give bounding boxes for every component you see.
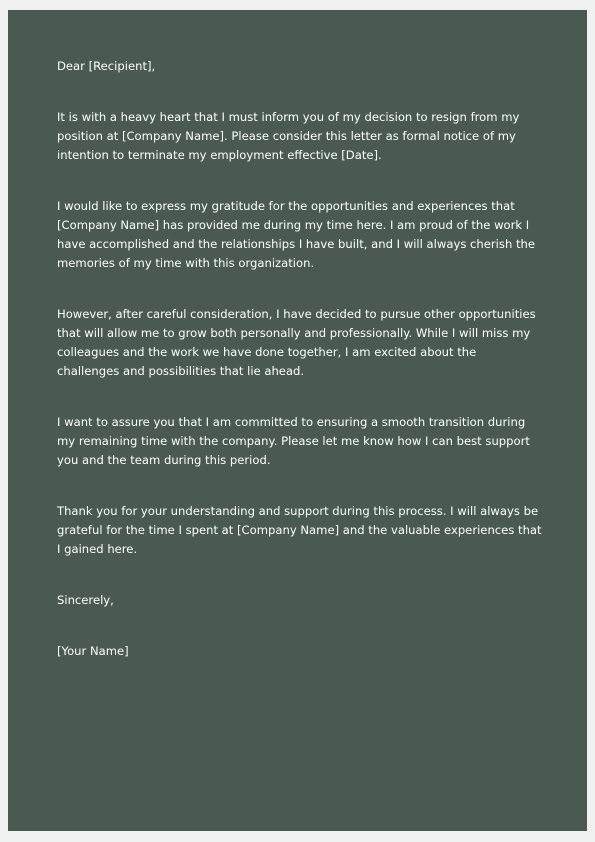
paragraph-transition: I want to assure you that I am committed to ensuring a smooth transition during my remaining time with the company. Please let me know how I can best support you and the team during this period. [57, 415, 530, 467]
paragraph-reason: However, after careful consideration, I have decided to pursue other opportunities that will allow me to grow both personally and professionally. While I will miss my colleagues and the work we have done together, I am excited about the challenges and possibilities that lie ahead. [57, 307, 536, 378]
signature: [Your Name] [57, 644, 129, 658]
paragraph-thanks: Thank you for your understanding and support during this process. I will always be grateful for the time I spent at [Company Name] and the valuable experiences that I gained here. [57, 504, 542, 556]
paragraph-resignation-notice: It is with a heavy heart that I must inform you of my decision to resign from my position at [Company Name]. Please consider this letter as formal notice of my intention to terminate my employment effective [Date]. [57, 110, 520, 162]
closing: Sincerely, [57, 593, 114, 607]
paragraph-gratitude: I would like to express my gratitude for the opportunities and experiences that [Company Name] has provided me during my time here. I am proud of the work I have accomplished and the relationships I have built, and I will always cherish the memories of my time with this organization. [57, 199, 535, 270]
letter-body [57, 57, 542, 693]
letter-page [8, 10, 587, 831]
salutation: Dear [Recipient], [57, 59, 156, 73]
